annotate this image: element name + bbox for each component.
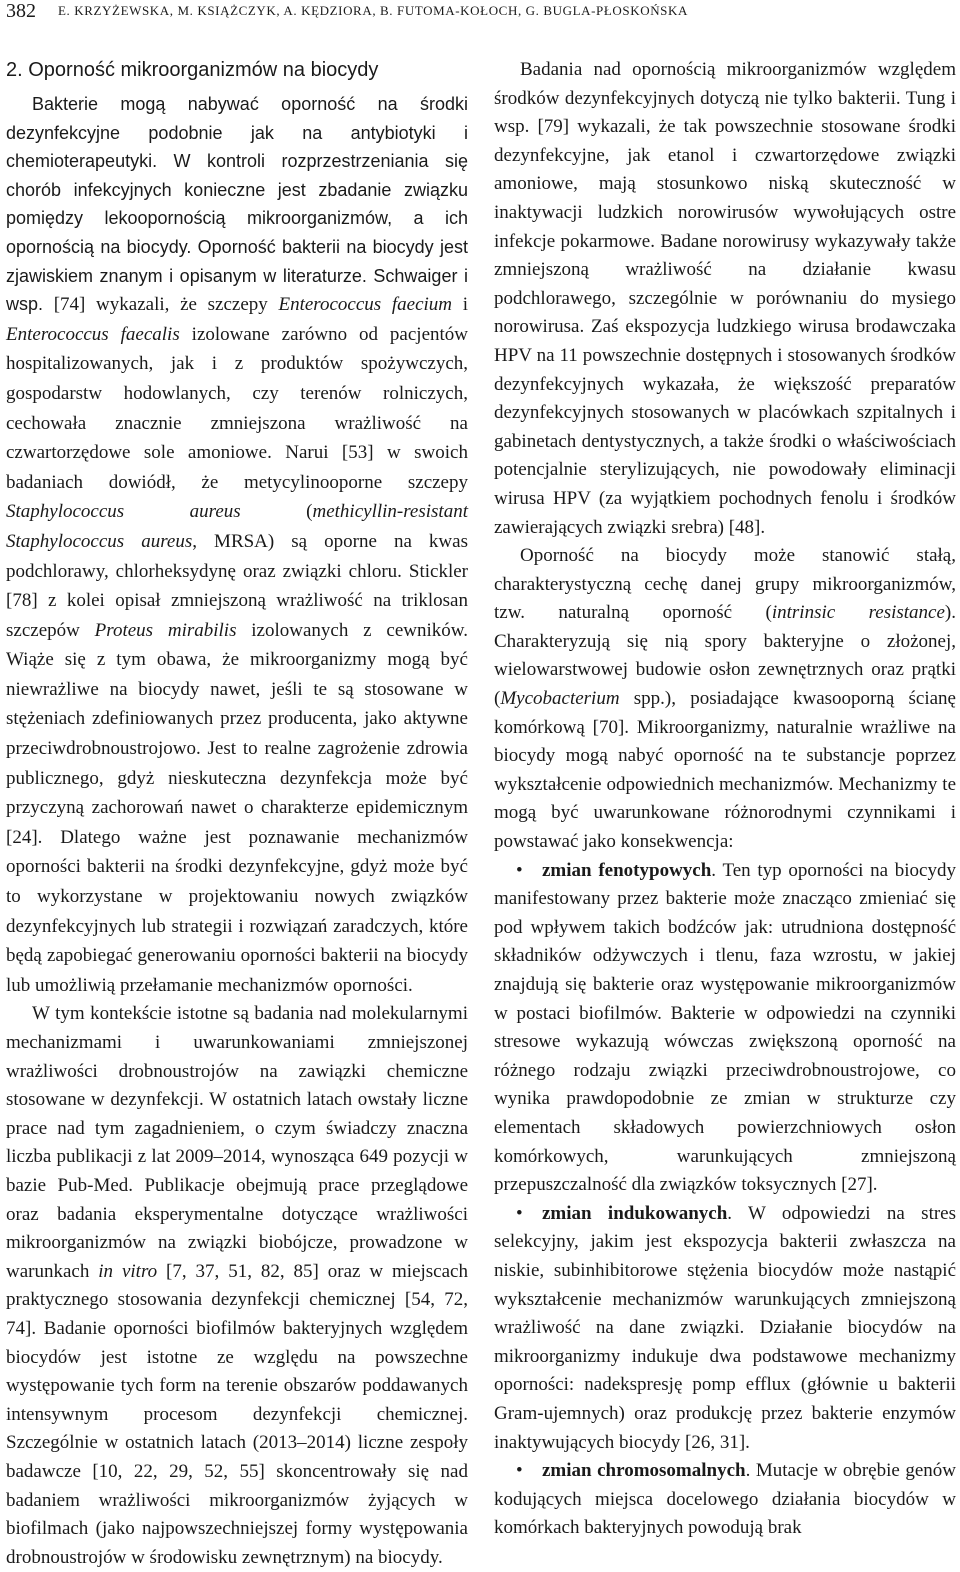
text-run: . Ten typ oporności na biocydy manifestowany przez bakterie może znacząco zmieniać się pod wpływem takich bodźców jak: utrudniona dostępność składników odżywczych i tlenu, faza wzrostu, w jakiej znajdują się bakterie oraz występowanie mikroorganizmów w postaci biofilmów. Bakterie w odpowiedzi na czynniki stresowe wykazują wówczas zwiększoną oporność na różnego rodzaju związki przeciwdrobnoustrojowe, co wynika prawdopodobnie ze zmian w strukturze czy elementach składowych powierzchniowych osłon komórkowych, warunkujących zmniejszoną przepuszczalność dla związków toksycznych [27]. (494, 859, 956, 1196)
text-run: i (452, 294, 468, 316)
text-run: ( (240, 501, 313, 523)
species-name: Enterococcus faecalis (6, 323, 180, 345)
species-name: Staphylococcus aureus (6, 501, 241, 523)
page-number: 382 (6, 0, 36, 22)
left-column (6, 56, 468, 1572)
running-header-authors: E. KRZYŻEWSKA, M. KSIĄŻCZYK, A. KĘDZIORA, B. FUTOMA-KOŁOCH, G. BUGLA-PŁOSKOŃSKA (58, 3, 688, 18)
paragraph (6, 90, 468, 1000)
species-name: methicyllin-resistant Staphylococcus aureus (6, 501, 468, 552)
text-run: . Mutacje w obrębie genów kodujących miejsca docelowego działania biocydów w komórkach bakteryjnych powodują brak (494, 1460, 956, 1539)
latin-term: intrinsic resistance (771, 602, 945, 624)
mechanism-list (494, 857, 956, 1543)
text-run: [74] wykazali, że szczepy (43, 294, 279, 316)
text-run: izolowanych z cewników. Wiąże się z tym obawa, że mikroorganizmy mogą być niewrażliwe na biocydy nawet, jeśli te są stosowane w stężeniach zdefiniowanych przez producenta, jako aktywne przeciwdrobnoustrojowo. Jest to realne zagrożenie zdrowia publicznego, gdyż nieskuteczna dezynfekcja może być przyczyną zachorowań nawet o charakterze epidemicznym [24]. Dlatego ważne jest poznawanie mechanizmów oporności bakterii na środki dezynfekcyjne, gdyż może być to wykorzystane w projektowaniu nowych związków dezynfekcyjnych lub strategii i rozwiązań zaradczych, które będą zapobiegać generowaniu oporności bakterii na biocydy lub umożliwią przełamanie mechanizmów oporności. (6, 619, 468, 996)
running-header (6, 0, 954, 22)
text-run: . W odpowiedzi na stres selekcyjny, jakim jest ekspozycja bakterii zwłaszcza na niskie, subinhibitorowe stężenia biocydów może nastąpić wykształcenie mechanizmów warunkujących zmniejszoną wrażliwość na dane związki. Działanie biocydów na mikroorganizmy indukuje dwa podstawowe mechanizmy oporności: nadekspresję pomp efflux (głównie u bakterii Gram-ujemnych) oraz produkcję przez bakterie enzymów inaktywujących biocydy [26, 31]. (494, 1202, 956, 1453)
text-run: Oporność na biocydy może stanowić stałą, charakterystyczną cechę danej grupy mikroorganizmów, tzw. naturalną oporność ( (494, 545, 956, 624)
list-item (494, 1457, 956, 1543)
list-term: zmian indukowanych (542, 1202, 728, 1224)
species-name: Enterococcus faecium (278, 294, 453, 316)
text-run: W tym kontekście istotne są badania nad molekularnymi mechanizmami i uwarunkowaniami zmniejszonej wrażliwości drobnoustrojów na zawiązki chemiczne stosowane w dezynfekcji. W ostatnich latach owstały liczne prace nad tym zagadnieniem, o czym świadczy znaczna liczba publikacji z lat 2009–2014, wynosząca 649 pozycji w bazie Pub-Med. Publikacje obejmują prace przeglądowe oraz badania eksperymentalne dotyczące wrażliwości mikroorganizmów na związki biobójcze, prowadzone w warunkach (6, 1003, 468, 1282)
text-run: [7, 37, 51, 82, 85] oraz w miejscach praktycznego stosowania dezynfekcji chemicznej [54, 72, 74]. Badanie oporności biofilmów bakteryjnych względem biocydów jest istotne ze względu na powszechne występowanie tych form na terenie obszarów poddawanych intensywnym procesom dezynfekcji chemicznej. Szczególnie w ostatnich latach (2013–2014) liczne zespoły badawcze [10, 22, 29, 52, 55] skoncentrowały się nad badaniem wrażliwości mikroorganizmów żyjących w biofilmach (jako najpowszechniejszej formy występowania drobnoustrojów w środowisku zewnętrznym) na biocydy. (6, 1260, 468, 1568)
text-run: , MRSA) są oporne na kwas podchlorawy, chlorheksydynę oraz związki chloru. Stickler [78] z kolei opisał zmniejszoną wrażliwość na triklosan szczepów (6, 530, 468, 641)
text-run: Bakterie mogą nabywać oporność na środki dezynfekcyjne podobnie jak na antybiotyki i chemioterapeutyki. W kontroli rozprzestrzeniania się chorób infekcyjnych konieczne jest zbadanie związku pomiędzy lekoopornością mikroorganizmów, a ich opornością na biocydy. Oporność bakterii na biocydy jest zjawiskiem znanym i opisanym w literaturze. Schwaiger i wsp. (6, 94, 468, 315)
text-run: izolowane zarówno od pacjentów hospitalizowanych, jak i z produktów spożywczych, gospodarstw hodowlanych, czy terenów rolniczych, cechowała znacznie zmniejszona wrażliwość na czwartorzędowe sole amoniowe. Narui [53] w swoich badaniach dowiódł, że metycylinooporne szczepy (6, 323, 469, 493)
text-run: ). Charakteryzują się nią spory bakteryjne o złożonej, wielowarstwowej budowie osłon zewnętrznych oraz prątki ( (494, 602, 956, 710)
latin-term: in vitro (98, 1260, 158, 1282)
list-term: zmian fenotypowych (542, 859, 712, 881)
list-item (494, 1200, 956, 1457)
right-column (494, 56, 956, 1543)
list-item (494, 857, 956, 1200)
section-heading: 2. Oporność mikroorganizmów na biocydy (6, 59, 379, 81)
species-name: Proteus mirabilis (94, 619, 237, 641)
paragraph: Badania nad opornością mikroorganizmów względem środków dezynfekcyjnych dotyczą nie tylko bakterii. Tung i wsp. [79] wykazali, że tak powszechnie stosowane środki dezynfekcyjne, jak etanol i czwartorzędowe związki amoniowe, mają stosunkowo niską skuteczność w inaktywacji ludzkich norowirusów wywołujących ostre infekcje pokarmowe. Badane norowirusy wykazywały także zmniejszoną wrażliwość na działanie kwasu podchlorawego, szczególnie w porównaniu do mysiego norowirusa. Zaś ekspozycja ludzkiego wirusa brodawczaka HPV na 11 powszechnie dostępnych i stosowanych środków dezynfekcyjnych wykazała, że większość preparatów dezynfekcyjnych stosowanych w placówkach szpitalnych i gabinetach dentystycznych, a także środki o właściwościach potencjalnie sterylizujących, nie powodowały eliminacji wirusa HPV (za wyjątkiem pochodnych fenolu i środków zawierających związki srebra) [48]. (494, 59, 956, 538)
paragraph (6, 1000, 468, 1572)
paragraph (494, 542, 956, 857)
genus-name: Mycobacterium (500, 688, 620, 710)
list-term: zmian chromosomalnych (542, 1460, 746, 1482)
text-run: spp.), posiadające kwasooporną ścianę komórkową [70]. Mikroorganizmy, naturalnie wrażliwe na biocydy mogą nabyć oporność na te substancje poprzez wykształcenie odpowiednich mechanizmów. Mechanizmy te mogą być uwarunkowane różnorodnymi czynnikami i powstawać jako konsekwencja: (494, 688, 956, 853)
